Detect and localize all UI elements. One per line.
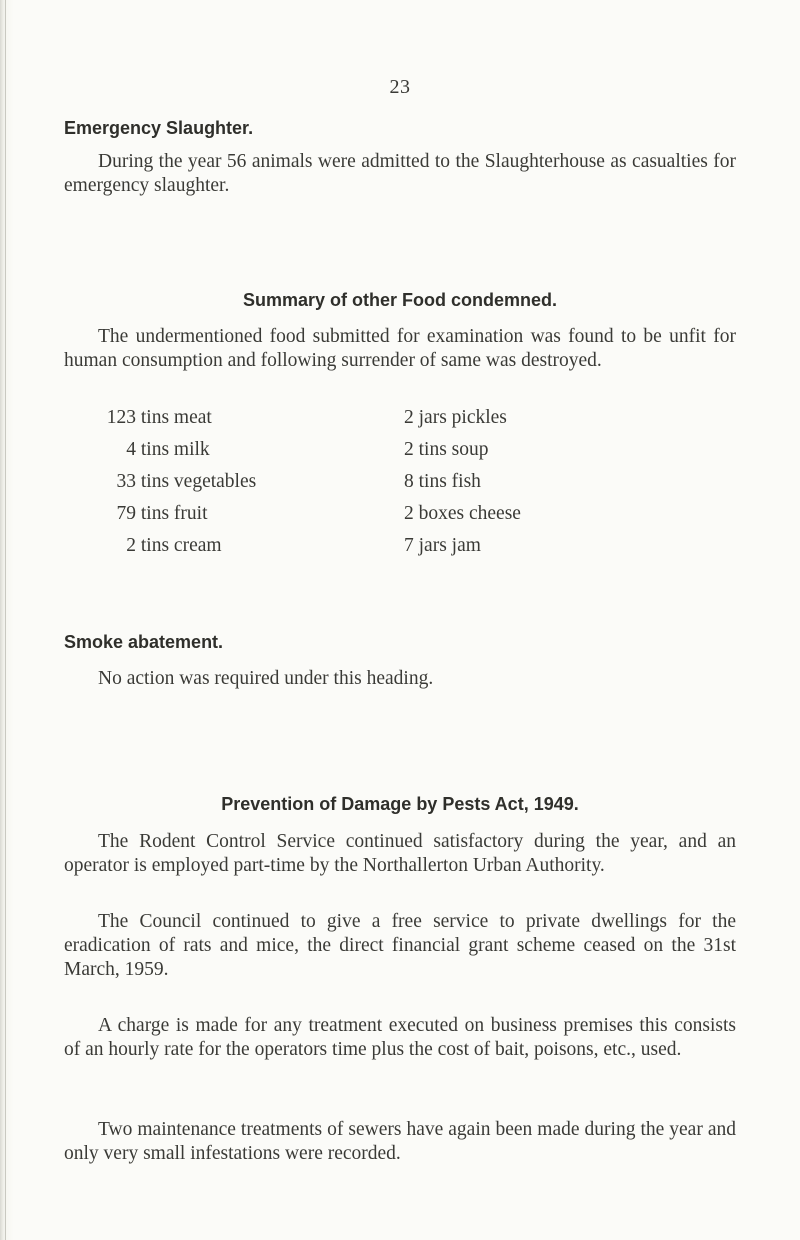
food-list-left [98, 402, 318, 562]
binding-edge [0, 0, 14, 1240]
list-item: 7 jars jam [404, 535, 481, 556]
food-condemned-paragraph: The undermentioned food submitted for examination was found to be unfit for human consumption and following surrender of same was destroyed. [64, 326, 736, 371]
food-condemned-heading: Summary of other Food condemned. [242, 290, 558, 310]
list-item: 2 tins cream [126, 535, 222, 556]
list-item: 33 tins vegetables [116, 471, 257, 492]
food-list-right [404, 402, 624, 562]
pests-paragraph-3: A charge is made for any treatment executed on business premises this consists of an hourly rate for the operators time plus the cost of bait, poisons, etc., used. [64, 1015, 736, 1060]
list-item: 2 boxes cheese [404, 503, 521, 524]
smoke-abatement-heading: Smoke abatement. [64, 632, 224, 652]
pests-paragraph-2: The Council continued to give a free service to private dwellings for the eradication of rats and mice, the direct financial grant scheme ceased on the 31st March, 1959. [64, 911, 736, 980]
list-item: 79 tins fruit [116, 503, 208, 524]
emergency-slaughter-heading: Emergency Slaughter. [64, 118, 254, 138]
pests-act-heading: Prevention of Damage by Pests Act, 1949. [221, 794, 579, 814]
emergency-slaughter-paragraph: During the year 56 animals were admitted to the Slaughterhouse as casualties for emergency slaughter. [64, 151, 736, 196]
list-item: 8 tins fish [404, 471, 481, 492]
list-item: 2 tins soup [404, 439, 489, 460]
pests-paragraph-1: The Rodent Control Service continued satisfactory during the year, and an operator is employed part-time by the Northallerton Urban Authority. [64, 831, 736, 876]
smoke-abatement-paragraph: No action was required under this heading. [98, 668, 434, 689]
page-number: 23 [389, 76, 411, 98]
list-item: 2 jars pickles [404, 407, 507, 428]
pests-paragraph-4: Two maintenance treatments of sewers have again been made during the year and only very small infestations were recorded. [64, 1119, 736, 1164]
list-item: 4 tins milk [126, 439, 210, 460]
list-item: 123 tins meat [106, 407, 212, 428]
